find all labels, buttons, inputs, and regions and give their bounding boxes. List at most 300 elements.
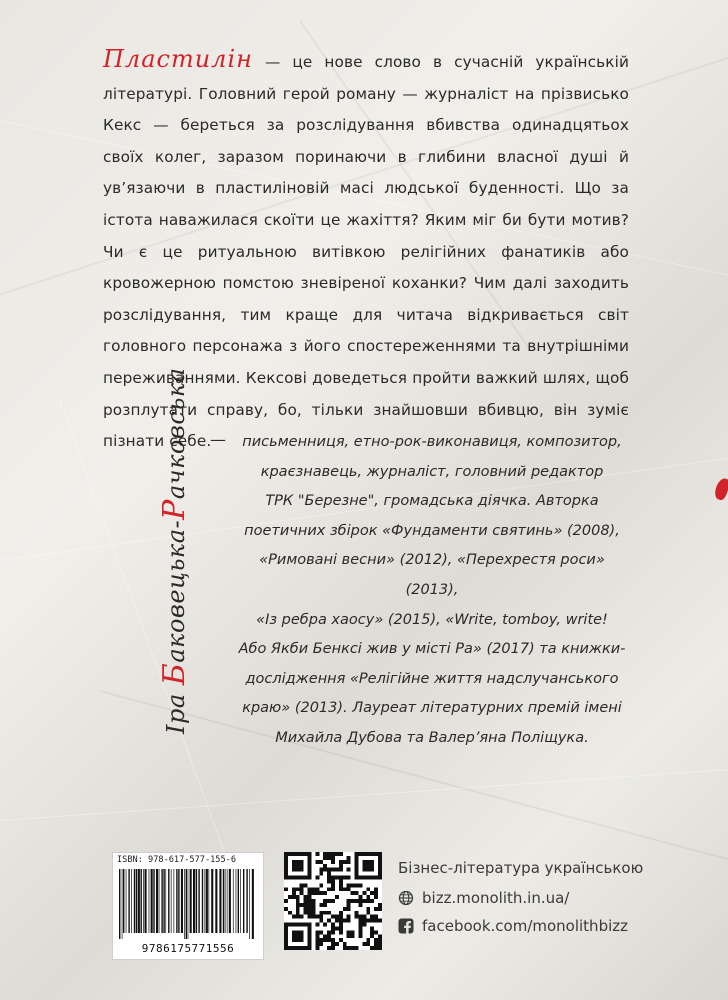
qr-module (327, 887, 331, 891)
qr-module (296, 899, 300, 903)
qr-finder (292, 930, 304, 942)
qr-module (378, 903, 382, 907)
qr-module (378, 934, 382, 938)
qr-module (358, 930, 362, 934)
qr-finder (362, 860, 374, 872)
qr-module (343, 919, 347, 923)
qr-module (327, 852, 331, 856)
qr-module (331, 926, 335, 930)
qr-module (347, 915, 351, 919)
qr-module (339, 864, 343, 868)
qr-module (323, 938, 327, 942)
qr-module (335, 919, 339, 923)
bio-line: Або Якби Бенксі жив у місті Ра» (2017) та книжки- (238, 641, 626, 658)
qr-module (331, 887, 335, 891)
bio-line: ТРК "Березне", громадська діячка. Авторка (265, 493, 599, 510)
qr-module (315, 891, 319, 895)
barcode-bar (136, 869, 137, 933)
qr-module (347, 903, 351, 907)
qr-module (355, 946, 359, 950)
qr-module (327, 919, 331, 923)
qr-module (374, 907, 378, 911)
qr-module (319, 868, 323, 872)
qr-module (374, 887, 378, 891)
qr-module (315, 938, 319, 942)
qr-module (331, 856, 335, 860)
qr-module (323, 934, 327, 938)
qr-module (366, 899, 370, 903)
barcode-bar (238, 869, 239, 933)
barcode-bar (198, 869, 199, 933)
qr-module (347, 868, 351, 872)
qr-module (331, 899, 335, 903)
bio-line: «Із ребра хаосу» (2015), «Write, tomboy, write! (256, 611, 608, 628)
qr-module (300, 915, 304, 919)
book-title-word: Пластилін (103, 45, 253, 73)
qr-module (331, 883, 335, 887)
barcode-bar (227, 869, 228, 933)
barcode-bar (178, 869, 179, 933)
publisher-tagline: Бізнес-література українською (398, 859, 644, 877)
author-initial-r: Р (157, 499, 192, 520)
barcode-bar (225, 869, 226, 933)
qr-module (315, 860, 319, 864)
red-paint-splash (713, 477, 728, 502)
qr-module (323, 899, 327, 903)
qr-module (315, 915, 319, 919)
qr-module (296, 911, 300, 915)
qr-module (374, 942, 378, 946)
barcode-bar (240, 869, 241, 933)
qr-module (347, 899, 351, 903)
qr-module (323, 911, 327, 915)
qr-module (311, 903, 315, 907)
qr-module (331, 915, 335, 919)
barcode-bar (131, 869, 132, 933)
isbn-barcode (112, 852, 264, 960)
qr-module (300, 883, 304, 887)
qr-module (308, 891, 312, 895)
barcode-bar (249, 869, 250, 939)
qr-module (308, 887, 312, 891)
qr-finder (292, 860, 304, 872)
barcode-bar (168, 869, 169, 933)
qr-module (327, 934, 331, 938)
author-initial-b: Б (157, 662, 192, 686)
barcode-bar (246, 869, 247, 933)
qr-module (327, 930, 331, 934)
qr-module (343, 876, 347, 880)
qr-module (351, 891, 355, 895)
qr-module (311, 907, 315, 911)
qr-module (323, 852, 327, 856)
qr-module (327, 856, 331, 860)
qr-module (366, 942, 370, 946)
qr-module (327, 911, 331, 915)
qr-module (335, 876, 339, 880)
qr-module (351, 930, 355, 934)
qr-module (366, 919, 370, 923)
qr-module (370, 899, 374, 903)
qr-module (339, 911, 343, 915)
qr-module (335, 926, 339, 930)
qr-module (327, 946, 331, 950)
qr-module (378, 938, 382, 942)
qr-module (331, 852, 335, 856)
barcode-bar (153, 869, 154, 933)
qr-module (358, 903, 362, 907)
bio-line: Михайла Дубова та Валер’яна Поліщука. (275, 729, 589, 746)
qr-module (347, 876, 351, 880)
qr-module (327, 872, 331, 876)
facebook-icon (398, 918, 414, 934)
qr-module (304, 899, 308, 903)
qr-module (288, 895, 292, 899)
qr-module (370, 934, 374, 938)
qr-module (315, 942, 319, 946)
barcode-bar (184, 869, 185, 939)
qr-module (296, 895, 300, 899)
qr-module (358, 923, 362, 927)
qr-module (315, 930, 319, 934)
qr-module (308, 911, 312, 915)
qr-module (339, 919, 343, 923)
qr-module (366, 895, 370, 899)
qr-module (331, 946, 335, 950)
qr-module (319, 930, 323, 934)
qr-module (335, 852, 339, 856)
qr-module (308, 903, 312, 907)
barcode-bar (141, 869, 142, 933)
qr-module (308, 907, 312, 911)
barcode-bar (163, 869, 164, 933)
qr-module (355, 891, 359, 895)
bio-line: краю» (2013). Лауреат літературних премій імені (242, 700, 622, 717)
qr-module (339, 883, 343, 887)
facebook-row (398, 917, 628, 935)
qr-module (347, 860, 351, 864)
qr-module (327, 938, 331, 942)
qr-module (374, 895, 378, 899)
barcode-bar (128, 869, 129, 933)
barcode-bar (243, 869, 244, 933)
qr-module (362, 891, 366, 895)
qr-module (370, 915, 374, 919)
qr-module (358, 934, 362, 938)
qr-module (339, 915, 343, 919)
qr-module (319, 883, 323, 887)
qr-module (319, 938, 323, 942)
qr-module (304, 895, 308, 899)
qr-code (284, 852, 382, 950)
qr-module (366, 938, 370, 942)
qr-module (355, 915, 359, 919)
qr-module (319, 860, 323, 864)
qr-module (319, 872, 323, 876)
qr-module (378, 919, 382, 923)
qr-module (311, 891, 315, 895)
barcode-bar (134, 869, 135, 933)
bio-dash: — (210, 430, 226, 449)
barcode-bar (159, 869, 160, 933)
qr-module (323, 864, 327, 868)
qr-module (300, 903, 304, 907)
qr-module (351, 899, 355, 903)
qr-module (304, 903, 308, 907)
qr-module (331, 938, 335, 942)
qr-module (335, 915, 339, 919)
qr-module (343, 887, 347, 891)
qr-module (370, 946, 374, 950)
qr-module (362, 942, 366, 946)
qr-module (335, 942, 339, 946)
qr-module (347, 946, 351, 950)
author-name-vertical (152, 367, 198, 734)
barcode-bar (196, 869, 197, 933)
qr-module (355, 899, 359, 903)
qr-module (315, 876, 319, 880)
globe-icon (398, 890, 414, 906)
website-link[interactable]: bizz.monolith.in.ua/ (422, 889, 570, 907)
qr-module (366, 887, 370, 891)
qr-module (288, 911, 292, 915)
qr-module (339, 923, 343, 927)
qr-module (304, 883, 308, 887)
qr-module (370, 926, 374, 930)
bio-line: дослідження «Релігійне життя надслучанського (245, 670, 619, 687)
qr-module (308, 915, 312, 919)
barcode-bar (211, 869, 213, 933)
qr-module (370, 930, 374, 934)
qr-module (343, 942, 347, 946)
qr-module (319, 915, 323, 919)
qr-module (347, 883, 351, 887)
qr-module (347, 887, 351, 891)
qr-module (339, 930, 343, 934)
qr-module (296, 907, 300, 911)
qr-module (362, 915, 366, 919)
qr-module (331, 860, 335, 864)
barcode-bar (223, 869, 224, 933)
qr-module (323, 856, 327, 860)
barcode-bar (156, 869, 158, 933)
barcode-bar (122, 869, 123, 939)
qr-module (374, 930, 378, 934)
qr-module (296, 903, 300, 907)
ean-digits: 9786175771556 (141, 942, 235, 955)
author-surname-part2: ачковська (162, 367, 190, 500)
qr-module (327, 879, 331, 883)
barcode-bar (206, 869, 208, 933)
bio-line: «Римовані весни» (2012), «Перехрестя роси» (2013), (259, 552, 605, 598)
author-bio (232, 428, 632, 754)
barcode-bar (219, 869, 221, 933)
qr-module (323, 903, 327, 907)
qr-module (292, 915, 296, 919)
qr-module (374, 938, 378, 942)
qr-module (339, 926, 343, 930)
barcode-bar (252, 869, 254, 939)
qr-module (323, 923, 327, 927)
qr-module (378, 907, 382, 911)
barcode-bar (205, 869, 206, 933)
qr-module (378, 942, 382, 946)
qr-module (351, 934, 355, 938)
qr-module (366, 907, 370, 911)
qr-module (300, 891, 304, 895)
qr-module (308, 899, 312, 903)
qr-module (319, 891, 323, 895)
qr-module (358, 915, 362, 919)
qr-module (362, 923, 366, 927)
qr-module (351, 883, 355, 887)
barcode-bar (202, 869, 203, 933)
qr-module (331, 942, 335, 946)
bio-line: поетичних збірок «Фундаменти святинь» (2008), (244, 522, 620, 539)
barcode-bar (186, 869, 187, 939)
qr-module (358, 926, 362, 930)
barcode-bar (236, 869, 237, 933)
qr-module (315, 887, 319, 891)
qr-module (308, 895, 312, 899)
qr-module (327, 899, 331, 903)
barcode-bar (149, 869, 150, 933)
qr-module (323, 891, 327, 895)
qr-module (374, 946, 378, 950)
qr-module (366, 911, 370, 915)
qr-module (311, 899, 315, 903)
barcode-bar (181, 869, 183, 933)
barcode-bar (151, 869, 153, 933)
qr-module (319, 911, 323, 915)
qr-module (331, 879, 335, 883)
barcode-bar (209, 869, 210, 933)
qr-module (339, 860, 343, 864)
qr-module (292, 895, 296, 899)
barcode-bar (229, 869, 231, 933)
qr-module (296, 915, 300, 919)
barcode-bar (138, 869, 140, 933)
qr-module (315, 923, 319, 927)
qr-module (319, 903, 323, 907)
qr-module (292, 891, 296, 895)
qr-module (358, 919, 362, 923)
website-row (398, 889, 569, 907)
qr-module (284, 907, 288, 911)
qr-module (339, 876, 343, 880)
qr-module (323, 868, 327, 872)
qr-module (339, 868, 343, 872)
qr-module (331, 876, 335, 880)
qr-module (347, 919, 351, 923)
qr-module (315, 852, 319, 856)
qr-module (358, 883, 362, 887)
qr-module (319, 919, 323, 923)
barcode-bar (193, 869, 195, 933)
qr-module (358, 899, 362, 903)
barcode-bar (171, 869, 172, 933)
bio-line: краєзнавець, журналіст, головний редактор (260, 463, 604, 480)
author-first-name: Іра (162, 693, 190, 734)
qr-module (358, 895, 362, 899)
qr-module (347, 856, 351, 860)
qr-module (374, 915, 378, 919)
qr-module (315, 946, 319, 950)
qr-module (292, 887, 296, 891)
barcode-bar (188, 869, 189, 939)
description-text: — це нове слово в сучасній українській літературі. Головний герой роману — журналіст на прізвисько Кекс — береться за розслідування вбивства одинадцятьох своїх колег, заразом поринаючи в глибини власної душі й ув’язаючи в пластиліновій масі людської буденності. Що за істота наважилася скоїти це жахіття? Яким міг би бути мотив? Чи є це ритуальною витівкою релігійних фанатиків або кровожерною помстою зневіреної коханки? Чим далі заходить розслідування, тим краще для читача відкривається світ головного персонажа з його спостереженнями та внутрішніми переживаннями. Кексові доведеться пройти важкий шлях, щоб розплутати справу, бо, тільки знайшовши вбивцю, він зуміє пізнати себе. (103, 53, 629, 451)
qr-module (327, 876, 331, 880)
qr-module (370, 891, 374, 895)
qr-module (304, 911, 308, 915)
qr-module (300, 887, 304, 891)
qr-module (339, 938, 343, 942)
qr-module (362, 899, 366, 903)
facebook-link[interactable]: facebook.com/monolithbizz (422, 917, 629, 935)
barcode-bars (117, 869, 257, 939)
qr-module (304, 907, 308, 911)
qr-module (362, 919, 366, 923)
qr-module (331, 923, 335, 927)
qr-module (315, 934, 319, 938)
qr-module (327, 868, 331, 872)
qr-module (343, 907, 347, 911)
qr-module (296, 887, 300, 891)
isbn-label: ISBN: 978-617-577-155-6 (117, 855, 236, 865)
qr-module (284, 899, 288, 903)
qr-module (311, 911, 315, 915)
qr-module (311, 915, 315, 919)
qr-module (343, 860, 347, 864)
qr-module (339, 879, 343, 883)
qr-module (335, 868, 339, 872)
barcode-bar (126, 869, 127, 933)
qr-module (378, 946, 382, 950)
qr-module (319, 942, 323, 946)
qr-module (339, 887, 343, 891)
bio-line: письменниця, етно-рок-виконавиця, композитор, (242, 434, 622, 450)
qr-module (370, 919, 374, 923)
barcode-bar (161, 869, 162, 933)
author-surname-part1: аковецька- (162, 519, 190, 663)
barcode-bar (233, 869, 234, 933)
barcode-bar (143, 869, 144, 933)
qr-module (284, 887, 288, 891)
barcode-bar (176, 869, 177, 933)
qr-module (331, 930, 335, 934)
barcode-bar (190, 869, 192, 933)
barcode-bar (119, 869, 120, 939)
qr-module (374, 891, 378, 895)
qr-module (347, 930, 351, 934)
qr-module (351, 946, 355, 950)
qr-module (355, 911, 359, 915)
qr-module (339, 852, 343, 856)
barcode-bar (165, 869, 166, 933)
barcode-bar (174, 869, 175, 933)
qr-module (331, 868, 335, 872)
qr-module (343, 946, 347, 950)
qr-module (311, 887, 315, 891)
qr-module (355, 883, 359, 887)
qr-module (335, 895, 339, 899)
barcode-bar (145, 869, 147, 933)
qr-module (347, 934, 351, 938)
qr-module (374, 919, 378, 923)
qr-module (347, 907, 351, 911)
barcode-bar (215, 869, 217, 933)
barcode-bar (123, 869, 124, 933)
